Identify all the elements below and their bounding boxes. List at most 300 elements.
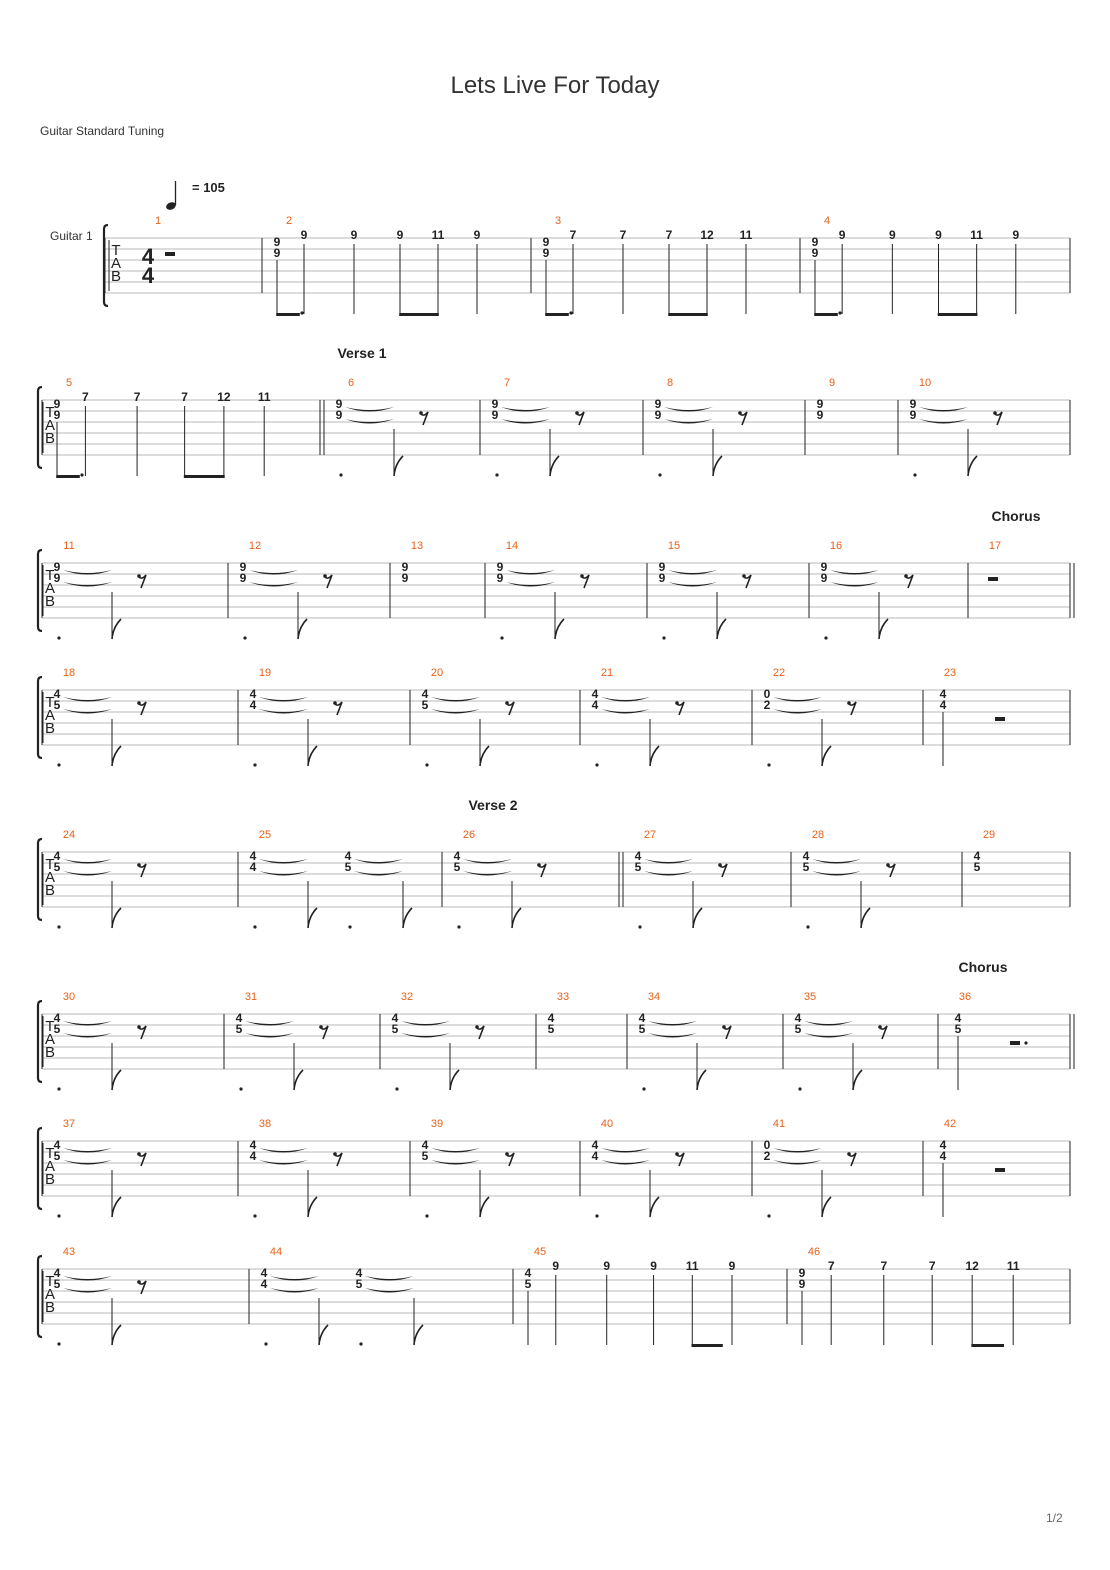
measure (974, 829, 995, 874)
system-bracket (38, 677, 42, 758)
fret-number: 4 (53, 1011, 61, 1025)
fret-number: 4 (421, 687, 429, 701)
section-label: Chorus (991, 508, 1041, 524)
measure-number: 28 (811, 829, 825, 841)
fret-number: 4 (794, 1011, 802, 1025)
tie-arc (506, 582, 555, 587)
fret-number: 4 (260, 1277, 268, 1291)
fret-number: 5 (973, 860, 981, 874)
measure (492, 377, 584, 477)
system-bracket (38, 1001, 42, 1082)
fret-number: 9 (935, 228, 942, 242)
rest-dot (419, 411, 423, 415)
staff-system (38, 1118, 1070, 1218)
note-flag (308, 1197, 317, 1217)
fret-number: 2 (763, 698, 771, 712)
note-flag (112, 1197, 121, 1217)
tie-arc (773, 709, 822, 714)
staff-system (38, 829, 1070, 929)
fret-number: 9 (816, 397, 824, 411)
tie-arc (648, 1033, 697, 1038)
staff-system (38, 377, 1070, 478)
fret-number: 5 (53, 1277, 61, 1291)
tie-arc (804, 1033, 853, 1038)
fret-number: 4 (391, 1011, 399, 1025)
fret-number: 4 (249, 1138, 257, 1152)
measure-number: 39 (430, 1118, 444, 1130)
note-flag (693, 908, 702, 928)
tie-arc (812, 871, 861, 876)
rhythm-dot (806, 925, 809, 928)
fret-number: 7 (928, 1259, 936, 1273)
fret-number: 7 (827, 1259, 835, 1273)
measure (54, 1118, 146, 1218)
staff-system (38, 540, 1074, 640)
note-flag (555, 619, 564, 639)
fret-number: 2 (763, 1149, 771, 1163)
measure-number: 22 (772, 667, 786, 679)
tab-clef-letter: B (44, 1171, 56, 1188)
rest-dot (537, 863, 541, 867)
tie-arc (431, 709, 480, 714)
measure-number: 40 (600, 1118, 614, 1130)
rhythm-dot (425, 763, 428, 766)
measure (240, 540, 332, 640)
measure (336, 377, 428, 477)
beam (399, 313, 439, 316)
fret-number: 5 (954, 1022, 962, 1036)
measure-number: 23 (943, 667, 957, 679)
fret-number: 12 (965, 1259, 979, 1273)
fret-number: 9 (496, 560, 504, 574)
tab-clef-letter: B (110, 268, 122, 285)
fret-number: 9 (239, 560, 247, 574)
rhythm-dot (1024, 1041, 1027, 1044)
tie-arc (63, 582, 112, 587)
note-flag (394, 456, 403, 476)
measure (812, 215, 1020, 316)
fret-number: 9 (496, 571, 504, 585)
measure (54, 667, 146, 767)
fret-number: 5 (421, 1149, 429, 1163)
fret-number: 7 (82, 390, 89, 404)
rhythm-dot (913, 473, 916, 476)
rest-dot (137, 1025, 141, 1029)
rest-dot (333, 701, 337, 705)
fret-number: 9 (811, 246, 819, 260)
fret-number: 4 (249, 849, 257, 863)
measure-number: 19 (258, 667, 272, 679)
measure-number: 11 (63, 540, 75, 552)
note-flag (968, 456, 977, 476)
half-rest-icon (988, 577, 998, 581)
rest-dot (323, 574, 327, 578)
fret-number: 9 (798, 1266, 806, 1280)
fret-number: 9 (300, 228, 308, 242)
tab-clef-letter: T (45, 1273, 55, 1290)
rhythm-dot (500, 636, 503, 639)
fret-number: 4 (939, 687, 947, 701)
rhythm-dot (339, 473, 342, 476)
measure (525, 1246, 736, 1347)
note-flag (298, 619, 307, 639)
tab-clef-letter: A (44, 580, 56, 597)
fret-number: 5 (53, 1022, 61, 1036)
fret-number: 5 (53, 698, 61, 712)
tab-clef-letter: B (44, 1044, 56, 1061)
rest-dot (675, 701, 679, 705)
tie-arc (345, 419, 394, 424)
tie-arc (664, 419, 713, 424)
rest-dot (722, 1025, 726, 1029)
tab-clef-letter: B (44, 593, 56, 610)
note-flag (853, 1070, 862, 1090)
fret-number: 9 (816, 408, 824, 422)
note-flag (713, 456, 722, 476)
tuning-label: Guitar Standard Tuning (40, 124, 165, 138)
fret-number: 4 (344, 849, 352, 863)
measure-number: 15 (667, 540, 681, 552)
tab-clef-letter: T (111, 242, 121, 259)
tab-clef-letter: A (44, 707, 56, 724)
measure-number: 25 (258, 829, 272, 841)
tie-arc (259, 1160, 308, 1165)
measure-number: 5 (65, 377, 73, 389)
staff-system (38, 1246, 1070, 1347)
fret-number: 7 (181, 390, 188, 404)
rhythm-dot (595, 763, 598, 766)
measure (592, 667, 684, 767)
rhythm-dot (348, 925, 351, 928)
measure-number: 3 (554, 215, 562, 227)
page-number: 1/2 (1046, 1511, 1063, 1525)
fret-number: 9 (335, 397, 343, 411)
measure (250, 829, 412, 929)
measure-number: 43 (62, 1246, 76, 1258)
tab-clef-letter: B (44, 882, 56, 899)
tie-arc (249, 582, 298, 587)
staff-system (38, 991, 1074, 1091)
rhythm-dot (57, 636, 60, 639)
measure-number: 20 (430, 667, 444, 679)
note-flag (480, 1197, 489, 1217)
rest-dot (575, 411, 579, 415)
system-bracket (38, 387, 42, 468)
rhythm-dot (457, 925, 460, 928)
fret-number: 5 (634, 860, 642, 874)
fret-number: 4 (260, 1266, 268, 1280)
fret-number: 11 (970, 228, 983, 242)
fret-number: 9 (401, 560, 409, 574)
tempo-marking: = 105 (192, 180, 225, 195)
tie-arc (401, 1033, 450, 1038)
time-signature-top: 4 (141, 244, 155, 269)
note-flag (112, 746, 121, 766)
measure-number: 7 (503, 377, 511, 389)
fret-number: 4 (53, 849, 61, 863)
note-flag (550, 456, 559, 476)
fret-number: 9 (820, 571, 828, 585)
tab-clef-letter: T (45, 404, 55, 421)
fret-number: 9 (239, 571, 247, 585)
tie-arc (830, 582, 879, 587)
tab-clef-letter: A (44, 417, 56, 434)
half-rest-icon (1010, 1041, 1020, 1045)
measure (940, 667, 1005, 766)
fret-number: 9 (811, 235, 819, 249)
fret-number: 11 (431, 228, 445, 242)
fret-number: 7 (133, 390, 141, 404)
note-flag (861, 908, 870, 928)
measure-number: 34 (647, 991, 661, 1003)
fret-number: 9 (273, 235, 281, 249)
beam (545, 313, 569, 316)
tab-clef-letter: B (44, 1299, 56, 1316)
tie-arc (644, 871, 693, 876)
measure (402, 540, 423, 585)
fret-number: 9 (1012, 228, 1020, 242)
rhythm-dot (395, 1087, 398, 1090)
fret-number: 9 (396, 228, 404, 242)
note-flag (822, 746, 831, 766)
rest-dot (742, 574, 746, 578)
measure-number: 45 (533, 1246, 547, 1258)
system-bracket (38, 839, 42, 920)
measure (659, 540, 751, 640)
measure (250, 1118, 342, 1218)
measure (155, 215, 175, 256)
fret-number: 9 (542, 235, 550, 249)
fret-number: 9 (350, 228, 358, 242)
rhythm-dot (798, 1087, 801, 1090)
fret-number: 4 (591, 687, 599, 701)
measure (548, 991, 569, 1036)
measure-number: 36 (958, 991, 972, 1003)
rhythm-dot (253, 1214, 256, 1217)
system-bracket (38, 1128, 42, 1209)
rest-dot (137, 574, 141, 578)
beam (668, 313, 708, 316)
measure (392, 991, 484, 1091)
song-title: Lets Live For Today (450, 72, 660, 99)
rest-dot (333, 1152, 337, 1156)
fret-number: 4 (53, 687, 61, 701)
tie-arc (270, 1288, 319, 1293)
fret-number: 5 (53, 860, 61, 874)
fret-number: 5 (355, 1277, 363, 1291)
section-label: Chorus (958, 959, 1008, 975)
measure (795, 991, 887, 1091)
tab-clef-letter: A (44, 1031, 56, 1048)
rhythm-dot (57, 763, 60, 766)
note-flag (112, 619, 121, 639)
fret-number: 9 (53, 408, 61, 422)
half-rest-icon (995, 1168, 1005, 1172)
measure-number: 41 (772, 1118, 786, 1130)
fret-number: 4 (939, 1149, 947, 1163)
measure-number: 29 (982, 829, 996, 841)
rhythm-dot (767, 1214, 770, 1217)
fret-number: 12 (217, 390, 231, 404)
fret-number: 5 (235, 1022, 243, 1036)
rest-dot (738, 411, 742, 415)
fret-number: 4 (802, 849, 810, 863)
fret-number: 5 (794, 1022, 802, 1036)
note-flag (650, 1197, 659, 1217)
rest-dot (878, 1025, 882, 1029)
measure (54, 377, 271, 478)
rhythm-dot (243, 636, 246, 639)
fret-number: 9 (53, 571, 61, 585)
rest-dot (137, 1280, 141, 1284)
tie-arc (259, 709, 308, 714)
note-flag (112, 908, 121, 928)
measure (54, 540, 146, 640)
rest-dot (675, 1152, 679, 1156)
tie-arc (245, 1033, 294, 1038)
fret-number: 9 (650, 1259, 657, 1273)
rhythm-dot (57, 925, 60, 928)
tie-arc (63, 1288, 112, 1293)
tie-arc (501, 419, 550, 424)
note-flag (308, 908, 317, 928)
rest-dot (137, 1152, 141, 1156)
note-flag (717, 619, 726, 639)
rhythm-dot (662, 636, 665, 639)
staff-system (104, 215, 1070, 316)
fret-number: 5 (453, 860, 461, 874)
section-label: Verse 2 (468, 797, 518, 813)
fret-number: 9 (728, 1259, 736, 1273)
note-flag (650, 746, 659, 766)
fret-number: 4 (638, 1011, 646, 1025)
rhythm-dot (57, 1214, 60, 1217)
measure (54, 829, 146, 929)
fret-number: 4 (591, 698, 599, 712)
measure (250, 667, 342, 767)
fret-number: 4 (591, 1149, 599, 1163)
half-rest-icon (995, 717, 1005, 721)
fret-number: 4 (53, 1138, 61, 1152)
fret-number: 11 (739, 228, 753, 242)
measure (274, 215, 481, 316)
tab-clef-letter: T (45, 1018, 55, 1035)
measure (454, 829, 546, 929)
fret-number: 5 (391, 1022, 399, 1036)
measure-number: 16 (829, 540, 843, 552)
fret-number: 9 (654, 397, 662, 411)
beam (971, 1344, 1004, 1347)
note-flag (414, 1325, 423, 1345)
fret-number: 4 (939, 1138, 947, 1152)
measure (910, 377, 1002, 477)
rest-dot (137, 863, 141, 867)
note-flag (403, 908, 412, 928)
fret-number: 9 (401, 571, 409, 585)
measure (635, 829, 727, 929)
fret-number: 4 (421, 1138, 429, 1152)
measure-number: 33 (556, 991, 570, 1003)
tab-clef-letter: A (110, 255, 122, 272)
tab-clef-letter: A (44, 1158, 56, 1175)
measure-number: 21 (600, 667, 614, 679)
tie-arc (668, 582, 717, 587)
measure (955, 991, 1028, 1090)
rhythm-dot (57, 1087, 60, 1090)
rest-dot (137, 701, 141, 705)
rest-dot (580, 574, 584, 578)
fret-number: 9 (798, 1277, 806, 1291)
measure (592, 1118, 684, 1218)
section-label: Verse 1 (337, 345, 387, 361)
tab-clef-letter: B (44, 720, 56, 737)
fret-number: 9 (335, 408, 343, 422)
beam (938, 313, 978, 316)
fret-number: 4 (249, 698, 257, 712)
fret-number: 9 (53, 397, 61, 411)
rest-dot (319, 1025, 323, 1029)
fret-number: 7 (569, 228, 577, 242)
rest-dot (718, 863, 722, 867)
tie-arc (63, 709, 112, 714)
fret-number: 12 (700, 228, 714, 242)
fret-number: 4 (547, 1011, 555, 1025)
rhythm-dot (359, 1342, 362, 1345)
fret-number: 9 (473, 228, 481, 242)
instrument-label: Guitar 1 (50, 229, 93, 243)
measure (764, 667, 856, 767)
half-rest-icon (165, 252, 175, 256)
measure (821, 540, 913, 640)
rest-dot (993, 411, 997, 415)
measure-number: 4 (823, 215, 831, 227)
rest-dot (505, 1152, 509, 1156)
fret-number: 4 (524, 1266, 532, 1280)
fret-number: 4 (355, 1266, 363, 1280)
measure (54, 991, 146, 1091)
fret-number: 5 (53, 1149, 61, 1163)
fret-number: 9 (603, 1259, 611, 1273)
note-flag (822, 1197, 831, 1217)
measure-number: 12 (248, 540, 262, 552)
fret-number: 4 (249, 1149, 257, 1163)
measure-number: 31 (244, 991, 258, 1003)
tie-arc (354, 871, 403, 876)
fret-number: 4 (634, 849, 642, 863)
tie-arc (601, 1160, 650, 1165)
measure-number: 44 (269, 1246, 283, 1258)
fret-number: 4 (453, 849, 461, 863)
fret-number: 4 (973, 849, 981, 863)
measure-number: 46 (807, 1246, 821, 1258)
fret-number: 11 (1006, 1259, 1020, 1273)
beam (184, 475, 225, 478)
measure (817, 377, 835, 422)
fret-number: 11 (257, 390, 271, 404)
rhythm-dot (264, 1342, 267, 1345)
measure-number: 13 (410, 540, 424, 552)
note-flag (308, 746, 317, 766)
fret-number: 5 (344, 860, 352, 874)
note-flag (112, 1070, 121, 1090)
fret-number: 9 (820, 560, 828, 574)
fret-number: 11 (685, 1259, 699, 1273)
rest-dot (847, 701, 851, 705)
fret-number: 5 (524, 1277, 532, 1291)
rhythm-dot (425, 1214, 428, 1217)
beam (276, 313, 300, 316)
rhythm-dot (80, 473, 83, 476)
